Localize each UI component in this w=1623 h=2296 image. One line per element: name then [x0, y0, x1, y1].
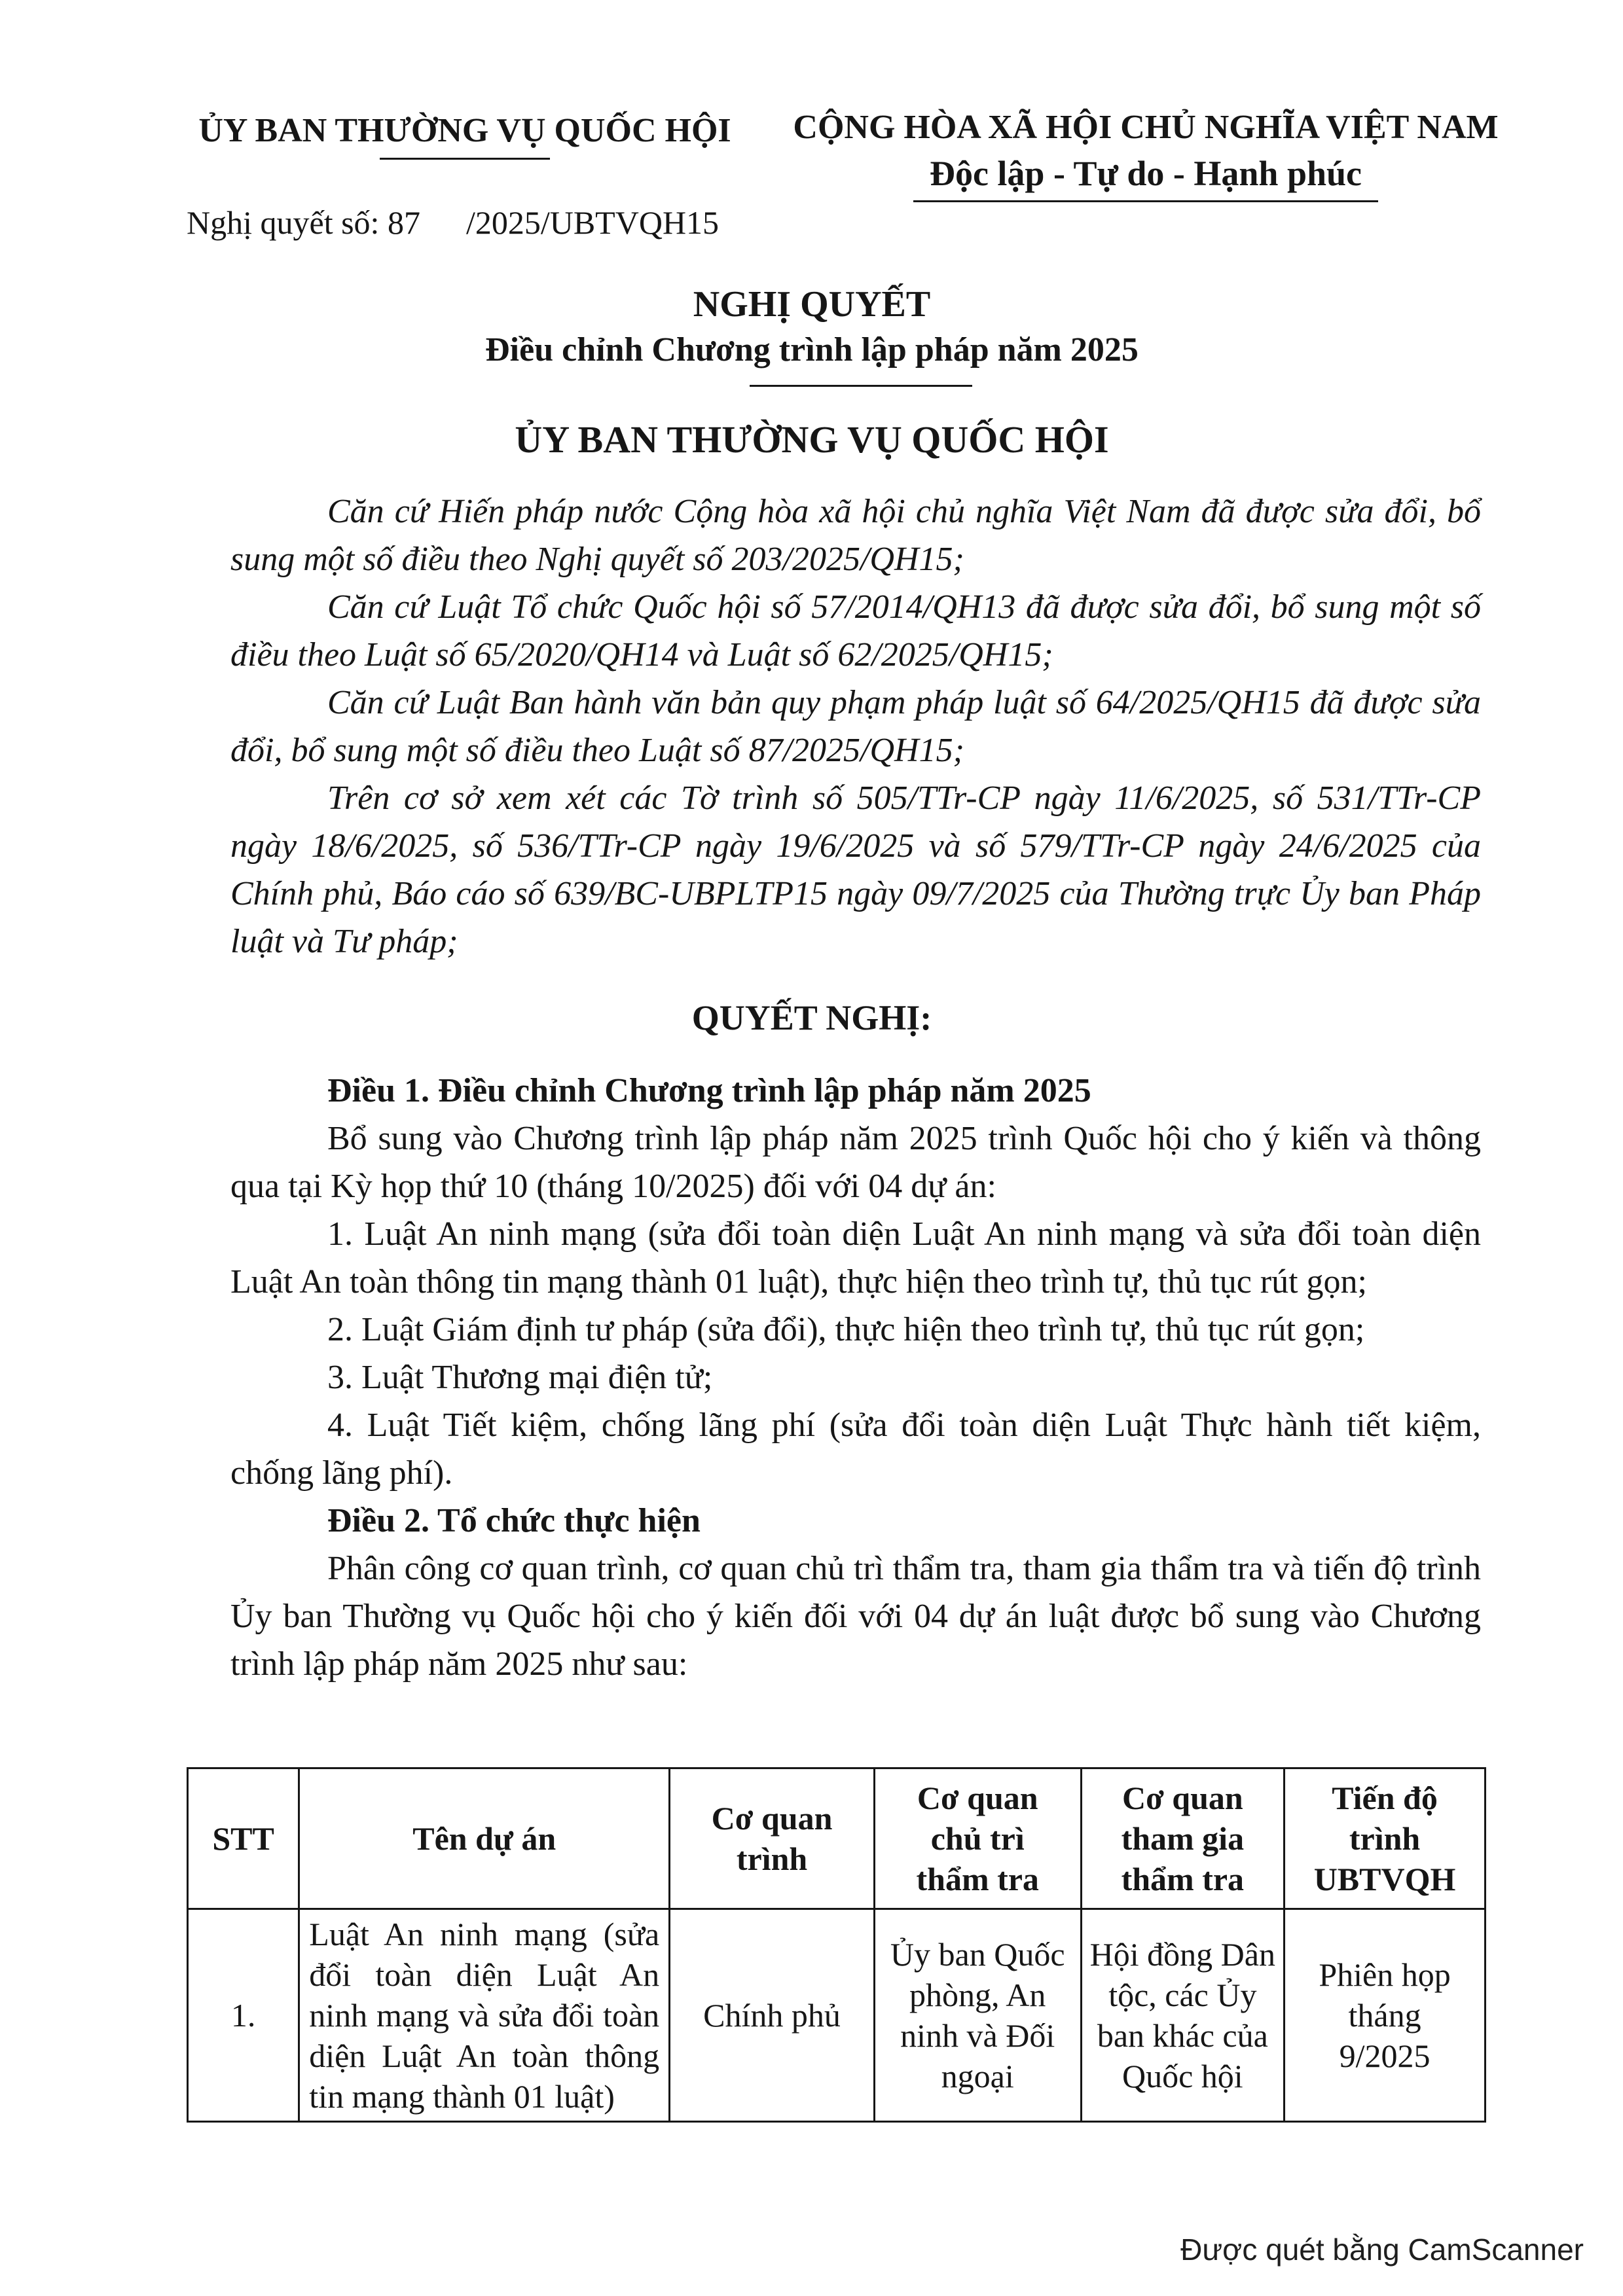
- resolution-number-suffix: /2025/UBTVQH15: [465, 204, 720, 241]
- article-2-title: Điều 2. Tổ chức thực hiện: [327, 1502, 701, 1539]
- header-lead-review-agency: Cơ quan chủ trì thẩm tra: [874, 1768, 1081, 1909]
- cell-schedule: Phiên họp tháng 9/2025: [1285, 1909, 1486, 2122]
- legal-basis-item: Căn cứ Luật Ban hành văn bản quy phạm pháp luật số 64/2025/QH15 đã được sửa đổi, bổ sung một số điều theo Luật số 87/2025/QH15;: [230, 684, 1481, 769]
- articles: [230, 1067, 1481, 1688]
- organization-name: ỦY BAN THƯỜNG VỤ QUỐC HỘI: [198, 112, 731, 149]
- decision-heading: QUYẾT NGHỊ:: [691, 998, 932, 1037]
- article-1-item: 4. Luật Tiết kiệm, chống lãng phí (sửa đổi toàn diện Luật Thực hành tiết kiệm, chống lãng phí).: [230, 1407, 1481, 1492]
- organization-underline: [380, 158, 550, 160]
- header-participating-agency: Cơ quan tham gia thẩm tra: [1081, 1768, 1285, 1909]
- cell-project-name: Luật An ninh mạng (sửa đổi toàn diện Luật An ninh mạng và sửa đổi toàn diện Luật An toàn thông tin mạng thành 01 luật): [299, 1909, 670, 2122]
- table-header-row: [188, 1768, 1486, 1909]
- article-1-title: Điều 1. Điều chỉnh Chương trình lập pháp năm 2025: [327, 1072, 1091, 1109]
- issuer-header: [177, 108, 753, 160]
- article-1-intro: Bổ sung vào Chương trình lập pháp năm 2025 trình Quốc hội cho ý kiến và thông qua tại Kỳ họp thứ 10 (tháng 10/2025) đối với 04 dự án:: [230, 1120, 1481, 1205]
- document-type: NGHỊ QUYẾT: [693, 284, 931, 325]
- scanner-watermark: Được quét bằng CamScanner: [1180, 2233, 1584, 2267]
- title-underline: [750, 385, 972, 387]
- national-header: [786, 105, 1506, 202]
- header-submitting-agency: Cơ quan trình: [670, 1768, 875, 1909]
- article-1-item: 2. Luật Giám định tư pháp (sửa đổi), thực hiện theo trình tự, thủ tục rút gọn;: [327, 1311, 1365, 1348]
- document-subject: Điều chỉnh Chương trình lập pháp năm 2025: [485, 331, 1139, 368]
- legal-basis-item: Căn cứ Hiến pháp nước Cộng hòa xã hội chủ nghĩa Việt Nam đã được sửa đổi, bổ sung một số điều theo Nghị quyết số 203/2025/QH15;: [230, 493, 1481, 578]
- legal-basis-item: Căn cứ Luật Tổ chức Quốc hội số 57/2014/QH13 đã được sửa đổi, bổ sung một số điều theo Luật số 65/2020/QH14 và Luật số 62/2025/QH15;: [230, 588, 1481, 673]
- cell-lead-review-agency: Ủy ban Quốc phòng, An ninh và Đối ngoại: [874, 1909, 1081, 2122]
- motto-underline: [913, 200, 1378, 202]
- header-stt: STT: [188, 1768, 299, 1909]
- table-row: [188, 1909, 1486, 2122]
- legal-basis: [230, 488, 1481, 965]
- assignment-table: [187, 1767, 1486, 2123]
- cell-submitting-agency: Chính phủ: [670, 1909, 875, 2122]
- article-2-intro: Phân công cơ quan trình, cơ quan chủ trì thẩm tra, tham gia thẩm tra và tiến độ trình Ủy ban Thường vụ Quốc hội cho ý kiến đối với 04 dự án luật được bổ sung vào Chương trình lập pháp năm 2025 như sau:: [230, 1550, 1481, 1683]
- header-project-name: Tên dự án: [299, 1768, 670, 1909]
- national-motto: Độc lập - Tự do - Hạnh phúc: [929, 154, 1362, 193]
- legal-basis-item: Trên cơ sở xem xét các Tờ trình số 505/TTr-CP ngày 11/6/2025, số 531/TTr-CP ngày 18/6/2025, số 536/TTr-CP ngày 19/6/2025 và số 579/TTr-CP ngày 24/6/2025 của Chính phủ, Báo cáo số 639/BC-UBPLTP15 ngày 09/7/2025 của Thường trực Ủy ban Pháp luật và Tư pháp;: [230, 780, 1481, 960]
- resolution-number: [187, 200, 719, 245]
- resolution-number-label: Nghị quyết số:: [187, 204, 380, 241]
- issuing-body: ỦY BAN THƯỜNG VỤ QUỐC HỘI: [515, 418, 1109, 461]
- cell-participating-agency: Hội đồng Dân tộc, các Ủy ban khác của Quốc hội: [1081, 1909, 1285, 2122]
- article-1-item: 3. Luật Thương mại điện tử;: [327, 1359, 713, 1396]
- cell-stt: 1.: [188, 1909, 299, 2122]
- article-1-item: 1. Luật An ninh mạng (sửa đổi toàn diện Luật An ninh mạng và sửa đổi toàn diện Luật An toàn thông tin mạng thành 01 luật), thực hiện theo trình tự, thủ tục rút gọn;: [230, 1215, 1481, 1300]
- resolution-number-value: 87: [387, 204, 420, 241]
- header-schedule: Tiến độ trình UBTVQH: [1285, 1768, 1486, 1909]
- nation-name: CỘNG HÒA XÃ HỘI CHỦ NGHĨA VIỆT NAM: [793, 109, 1499, 146]
